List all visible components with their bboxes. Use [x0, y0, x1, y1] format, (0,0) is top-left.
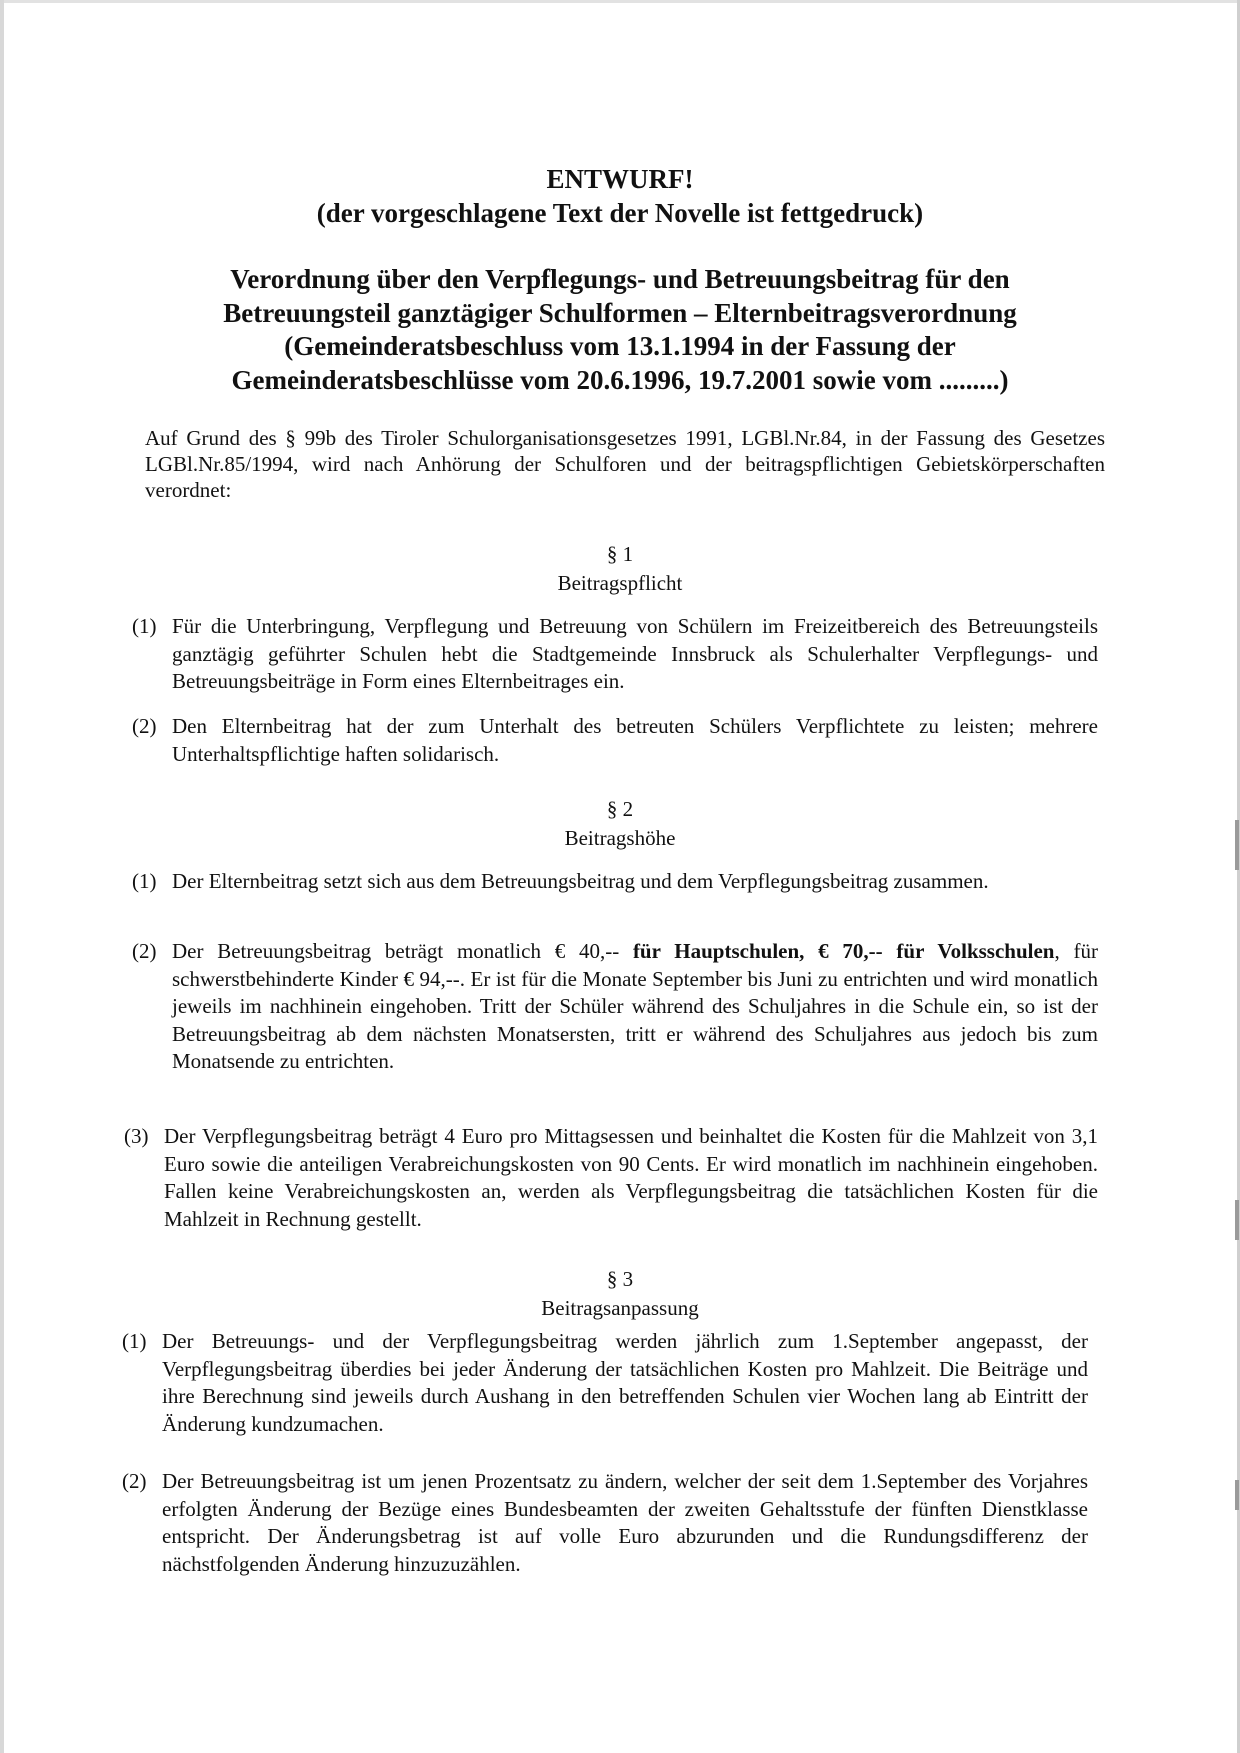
section-number: § 1: [606, 542, 634, 566]
scan-edge-left: [0, 0, 4, 1753]
title-line: Verordnung über den Verpflegungs- und Betreuungsbeitrag für den: [230, 264, 1010, 294]
paragraph: [132, 613, 1098, 696]
paragraph-text: Der Elternbeitrag setzt sich aus dem Betreuungsbeitrag und dem Verpflegungsbeitrag zusammen.: [172, 869, 989, 893]
section-heading: Beitragshöhe: [564, 826, 676, 850]
scan-edge-top: [0, 0, 1240, 3]
paragraph: [122, 1468, 1088, 1578]
title-line: Betreuungsteil ganztägiger Schulformen – Elternbeitragsverordnung: [223, 297, 1017, 328]
section-2-header: [0, 795, 1240, 853]
draft-label: ENTWURF!: [546, 164, 694, 194]
paragraph: [124, 1123, 1098, 1233]
section-number: § 3: [606, 1267, 634, 1291]
paragraph-text: Der Betreuungs- und der Verpflegungsbeitrag werden jährlich zum 1.September angepasst, der Verpflegungsbeitrag überdies bei jeder Änderung der tatsächlichen Kosten pro Mahlzeit. Die Beiträge und ihre Berechnung sind jeweils durch Aushang in den betreffenden Schulen vier Wochen lang ab Eintritt der Änderung kundzumachen.: [162, 1329, 1088, 1436]
paragraph-number: (3): [124, 1124, 149, 1148]
paragraph-text: Den Elternbeitrag hat der zum Unterhalt des betreuten Schülers Verpflichtete zu leisten; mehrere Unterhaltspflichtige haften solidarisch.: [172, 714, 1098, 766]
amended-text-bold: für Hauptschulen, € 70,-- für Volksschulen: [632, 939, 1055, 963]
paragraph-text: Der Verpflegungsbeitrag beträgt 4 Euro pro Mittagsessen und beinhaltet die Kosten für die Mahlzeit von 3,1 Euro sowie die anteiligen Verabreichungskosten von 90 Cents. Er wird monatlich im nachhinein eingehoben. Fallen keine Verabreichungskosten an, werden als Verpflegungsbeitrag die tatsächlichen Kosten für die Mahlzeit in Rechnung gestellt.: [164, 1124, 1098, 1231]
paragraph: [132, 713, 1098, 768]
paragraph-number: (2): [132, 714, 157, 738]
scan-mark: [1235, 1200, 1239, 1240]
paragraph-text: Der Betreuungsbeitrag beträgt monatlich € 40,--: [172, 939, 633, 963]
ordinance-title: [150, 263, 1090, 397]
section-1-header: [0, 540, 1240, 598]
scan-mark: [1235, 1480, 1239, 1510]
paragraph: [122, 1328, 1088, 1438]
section-3-header: [0, 1265, 1240, 1323]
intro-paragraph: Auf Grund des § 99b des Tiroler Schulorganisationsgesetzes 1991, LGBl.Nr.84, in der Fassung des Gesetzes LGBl.Nr.85/1994, wird nach Anhörung der Schulforen und der beitragspflichtigen Gebietskörperschaften verordnet:: [145, 426, 1105, 502]
draft-header: [0, 162, 1240, 230]
title-line: (Gemeinderatsbeschluss vom 13.1.1994 in der Fassung der: [284, 331, 956, 361]
section-heading: Beitragsanpassung: [541, 1296, 699, 1320]
section-heading: Beitragspflicht: [557, 571, 683, 595]
paragraph-text: , für schwerstbehinderte Kinder € 94,--. Er ist für die Monate September bis Juni zu entrichten und wird monatlich jeweils im nachhinein eingehoben. Tritt der Schüler während des Schuljahres in die Schule ein, so ist der Betreuungsbeitrag ab dem nächsten Monatsersten, tritt er während des Schuljahres aus jedoch bis zum Monatsende zu entrichten.: [172, 939, 1098, 1073]
title-line: Gemeinderatsbeschlüsse vom 20.6.1996, 19.7.2001 sowie vom .........): [231, 364, 1009, 395]
section-number: § 2: [606, 797, 634, 821]
paragraph-number: (2): [132, 939, 157, 963]
paragraph-number: (1): [122, 1329, 147, 1353]
paragraph: [132, 938, 1098, 1076]
paragraph-number: (1): [132, 869, 157, 893]
paragraph: [132, 868, 1098, 896]
paragraph-number: (2): [122, 1469, 147, 1493]
draft-note: (der vorgeschlagene Text der Novelle ist fettgedruck): [316, 198, 924, 228]
paragraph-number: (1): [132, 614, 157, 638]
paragraph-text: Der Betreuungsbeitrag ist um jenen Prozentsatz zu ändern, welcher der seit dem 1.September des Vorjahres erfolgten Änderung der Bezüge eines Bundesbeamten der zweiten Gehaltsstufe der fünften Dienstklasse entspricht. Der Änderungsbetrag ist auf volle Euro abzurunden und die Rundungsdifferenz der nächstfolgenden Änderung hinzuzuzählen.: [162, 1469, 1088, 1576]
paragraph-text: Für die Unterbringung, Verpflegung und Betreuung von Schülern im Freizeitbereich des Betreuungsteils ganztägig geführter Schulen hebt die Stadtgemeinde Innsbruck als Schulerhalter Verpflegungs- und Betreuungsbeiträge in Form eines Elternbeitrages ein.: [172, 614, 1098, 693]
